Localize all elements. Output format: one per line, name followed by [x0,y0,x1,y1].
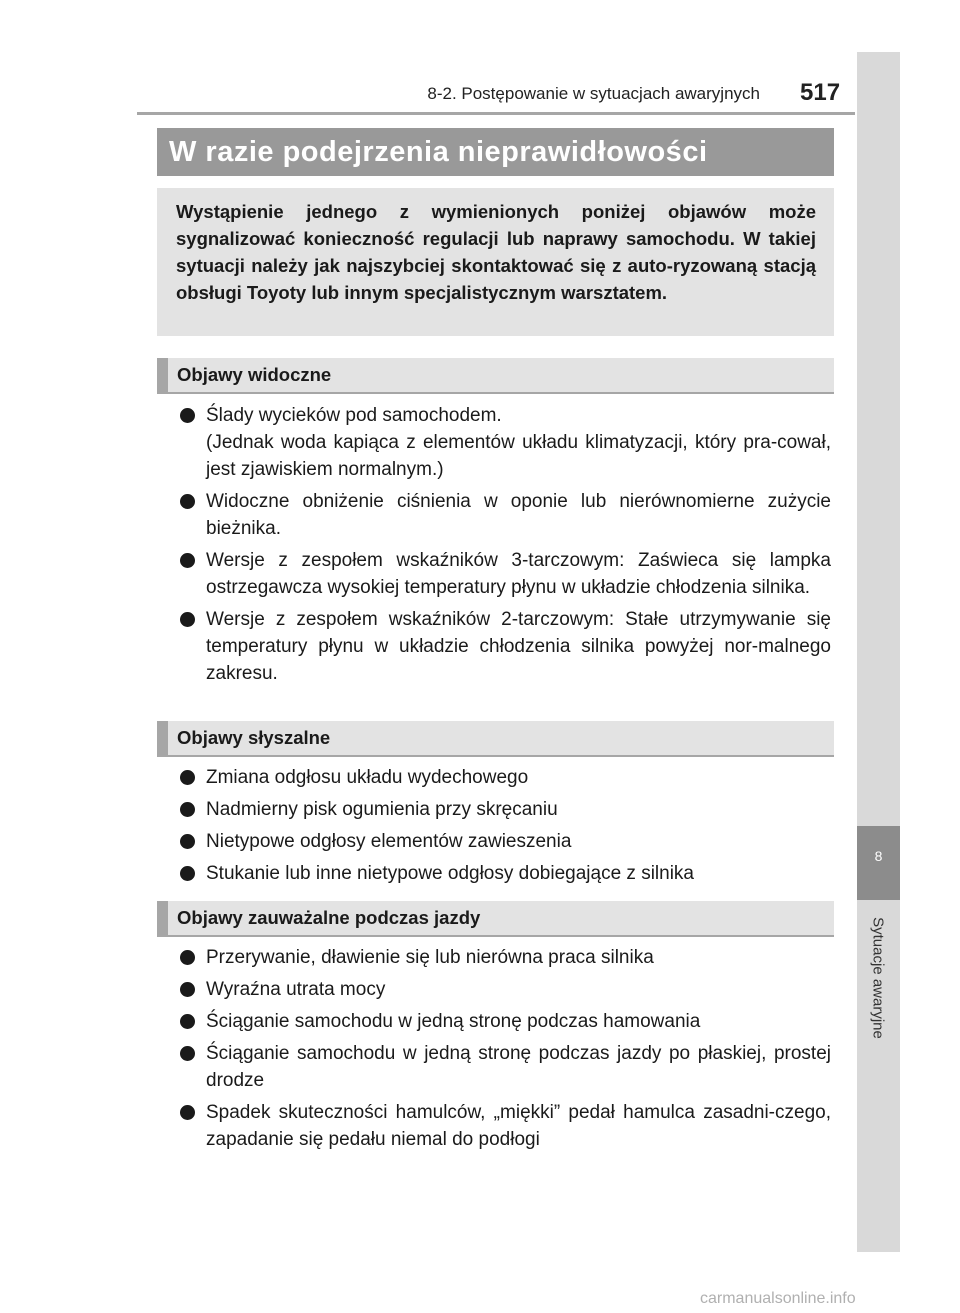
list-item [180,402,831,483]
list-item-text: Widoczne obniżenie ciśnienia w oponie lub nierównomierne zużycie bieżnika. [206,491,831,539]
section-heading-driving: Objawy zauważalne podczas jazdy [157,901,834,935]
list-item-text: Nadmierny pisk ogumienia przy skręcaniu [206,799,558,820]
section-heading-visible: Objawy widoczne [157,358,834,392]
intro-box: Wystąpienie jednego z wymienionych poniżej objawów może sygnalizować konieczność regulacji lub naprawy samochodu. W takiej sytuacji należy jak najszybciej skontaktować się z auto-ryzowaną stacją obsługi Toyoty lub innym specjalistycznym warsztatem. [157,188,834,336]
list-item-text: Stukanie lub inne nietypowe odgłosy dobiegające z silnika [206,863,694,884]
list-item-text: Przerywanie, dławienie się lub nierówna praca silnika [206,947,654,968]
page-title: W razie podejrzenia nieprawidłowości [157,128,834,176]
list-item-text: Nietypowe odgłosy elementów zawieszenia [206,831,572,852]
list-item [180,796,831,823]
watermark: carmanualsonline.info [700,1290,856,1307]
list-item [180,488,831,542]
bullet-list-audible [180,764,831,892]
section-rule [157,935,834,937]
list-item [180,1099,831,1153]
list-item-text: Ściąganie samochodu w jedną stronę podczas hamowania [206,1011,701,1032]
chapter-title: Sytuacje awaryjne [869,917,887,1039]
section-header: 8-2. Postępowanie w sytuacjach awaryjnych [427,84,760,103]
list-item-text: Wersje z zespołem wskaźników 2-tarczowym: Stałe utrzymywanie się temperatury płynu w układzie chłodzenia silnika powyżej nor-malnego zakresu. [206,609,831,684]
list-item-text: Ślady wycieków pod samochodem. [206,405,502,426]
list-item-text: Ściąganie samochodu w jedną stronę podczas jazdy po płaskiej, prostej drodze [206,1043,831,1091]
section-rule [157,755,834,757]
list-item-text: Spadek skuteczności hamulców, „miękki” pedał hamulca zasadni-czego, zapadanie się pedału niemal do podłogi [206,1102,831,1150]
chapter-number: 8 [874,848,883,864]
list-item-text: Wersje z zespołem wskaźników 3-tarczowym: Zaświeca się lampka ostrzegawcza wysokiej temperatury płynu w układzie chłodzenia silnika. [206,550,831,598]
bullet-list-driving [180,944,831,1158]
list-item [180,1040,831,1094]
list-item [180,828,831,855]
list-item-text: Wyraźna utrata mocy [206,979,386,1000]
list-item [180,944,831,971]
page-number: 517 [800,79,841,106]
bullet-list-visible [180,402,831,692]
list-item [180,1008,831,1035]
list-item-note: (Jednak woda kapiąca z elementów układu klimatyzacji, który pra-cował, jest zjawiskiem normalnym.) [206,432,831,480]
list-item-text: Zmiana odgłosu układu wydechowego [206,767,529,788]
list-item [180,547,831,601]
header-rule [137,112,855,115]
list-item [180,976,831,1003]
side-tab-strip [857,52,900,1252]
section-rule [157,392,834,394]
list-item [180,606,831,687]
list-item [180,764,831,791]
list-item [180,860,831,887]
section-heading-audible: Objawy słyszalne [157,721,834,755]
